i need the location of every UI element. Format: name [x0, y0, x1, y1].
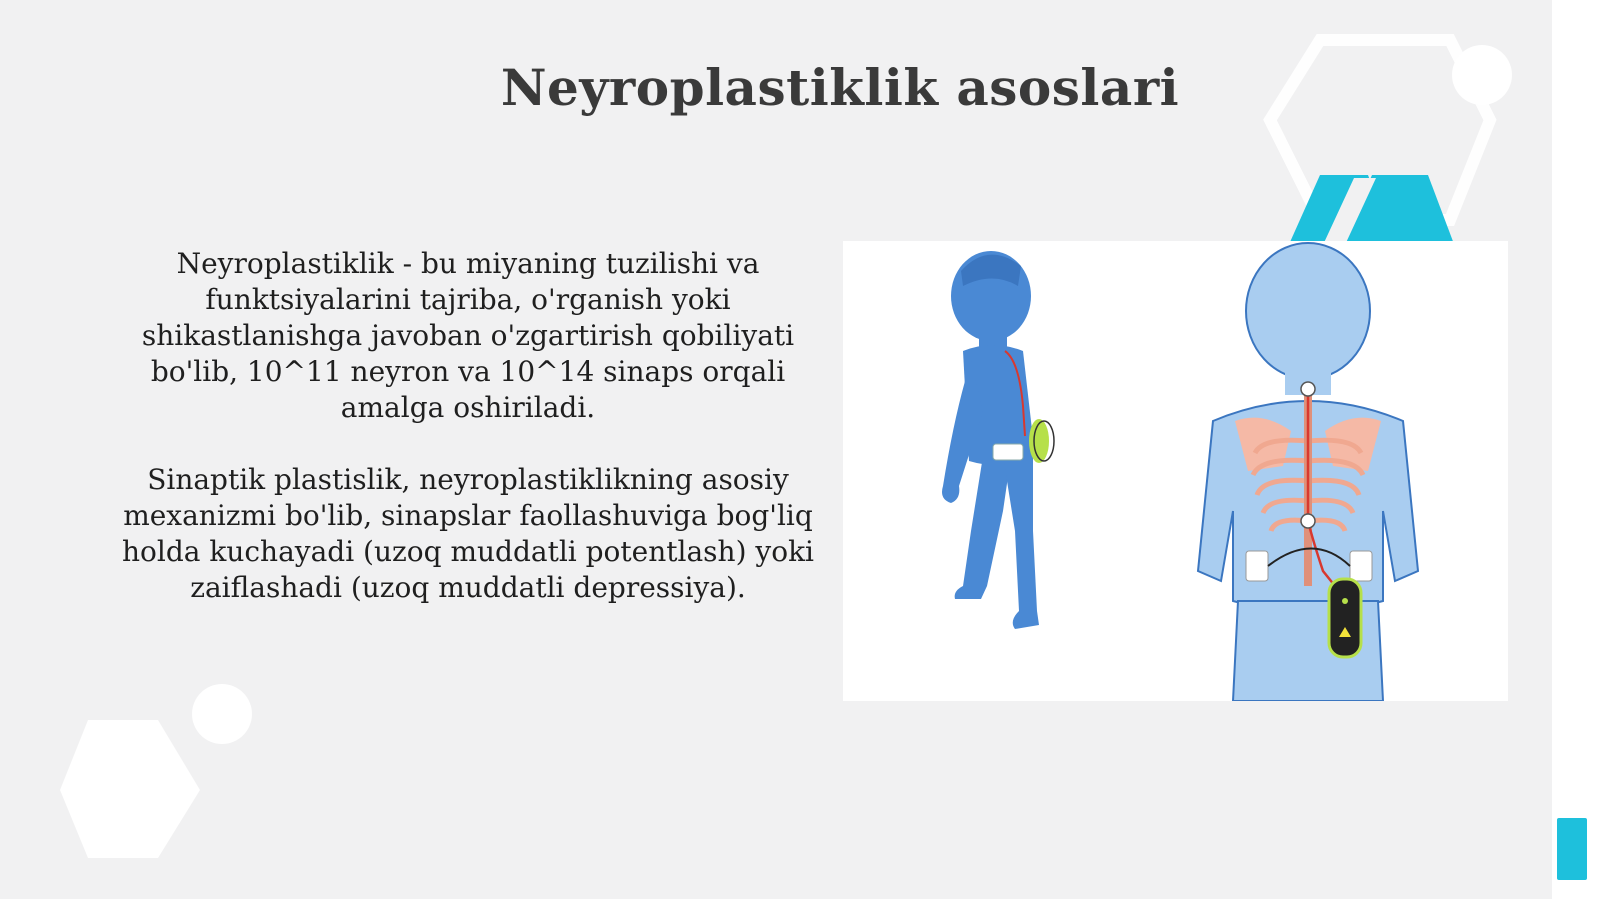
- hexagon-decor-bottom-icon: [40, 680, 280, 870]
- spinal-stimulation-illustration: [843, 241, 1508, 701]
- spinal-stimulation-child-illustration-icon: [843, 241, 1508, 701]
- page-title: Neyroplastiklik asoslari: [500, 58, 1180, 117]
- hexagon-decor-icon: [1250, 20, 1550, 260]
- paragraph-definition: Neyroplastiklik - bu miyaning tuzilishi va funktsiyalarini tajriba, o'rganish yoki shikastlanishga javoban o'zgartirish qobiliyati bo'lib, 10^11 neyron va 10^14 sinaps orqali amalga oshiriladi.: [141, 247, 795, 424]
- scrollbar-thumb[interactable]: [1557, 818, 1587, 880]
- paragraph-synaptic-plasticity: Sinaptik plastislik, neyroplastiklikning asosiy mexanizmi bo'lib, sinapslar faollashuviga bog'liq holda kuchayadi (uzoq muddatli potentlash) yoki zaiflashadi (uzoq muddatli depressiya).: [121, 463, 814, 604]
- child-side-view-icon: [942, 251, 1054, 629]
- child-back-view-icon: [1198, 243, 1418, 701]
